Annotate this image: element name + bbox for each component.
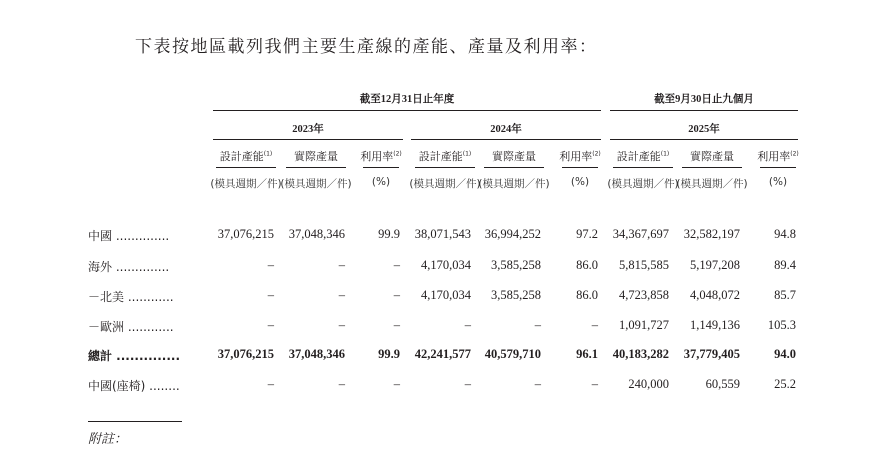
col-header-footnote-ref: (2) — [790, 150, 799, 158]
period-year-header: 截至12月31日止年度 — [359, 94, 455, 105]
table-cell: 40,579,710 — [484, 347, 541, 361]
table-cell: 4,170,034 — [421, 258, 471, 272]
table-cell: 4,170,034 — [421, 288, 471, 302]
col-header-footnote-ref: (1) — [462, 150, 472, 158]
col-unit-actual: (模具週期／件) — [280, 178, 352, 190]
row-label: 中國(座椅) ........ — [88, 379, 180, 393]
col-unit-design: (模具週期／件) — [607, 178, 679, 190]
col-header-underline — [562, 167, 598, 168]
footnote-rule — [88, 421, 182, 422]
year-rule-2025 — [610, 139, 798, 140]
col-unit-design: (模具週期／件) — [210, 178, 282, 190]
table-cell: 1,091,727 — [619, 318, 669, 332]
table-cell: 37,076,215 — [217, 347, 274, 361]
table-cell: 25.2 — [774, 377, 796, 391]
table-cell: 37,076,215 — [217, 227, 274, 241]
table-cell: 60,559 — [705, 377, 740, 391]
col-header-underline — [363, 167, 399, 168]
row-label: 總計 .............. — [88, 349, 180, 363]
col-unit-util: (%) — [570, 176, 590, 188]
col-header-label: 設計產能 — [616, 150, 661, 163]
table-cell: 40,183,282 — [612, 347, 669, 361]
table-cell: 1,149,136 — [690, 318, 740, 332]
table-cell: 99.9 — [378, 227, 400, 241]
col-header-footnote-ref: (1) — [263, 150, 273, 158]
table-cell: – — [393, 258, 400, 272]
table-cell: 37,048,346 — [288, 347, 345, 361]
col-header-util — [733, 148, 823, 164]
col-unit-actual: (模具週期／件) — [478, 178, 550, 190]
col-header-label: 利用率 — [559, 150, 593, 163]
table-cell: – — [534, 377, 541, 391]
footnote-label: 附註： — [88, 432, 128, 447]
intro-text: 下表按地區載列我們主要生產線的產能、產量及利用率： — [135, 37, 598, 57]
year-header-2023: 2023年 — [292, 124, 324, 135]
table-cell: 36,994,252 — [484, 227, 541, 241]
table-cell: 99.9 — [378, 347, 400, 361]
table-cell: 94.0 — [774, 347, 796, 361]
col-header-underline — [613, 167, 673, 168]
table-cell: – — [464, 377, 471, 391]
col-header-underline — [216, 167, 276, 168]
col-header-label: 實際產量 — [492, 150, 536, 163]
table-cell: 89.4 — [774, 258, 796, 272]
table-cell: 42,241,577 — [414, 347, 471, 361]
table-cell: 105.3 — [767, 318, 796, 332]
table-cell: – — [393, 288, 400, 302]
row-label: －歐洲 ............ — [88, 320, 174, 334]
col-header-label: 設計產能 — [418, 150, 463, 163]
table-cell: 4,723,858 — [619, 288, 669, 302]
table-cell: – — [338, 288, 345, 302]
table-cell: 96.1 — [576, 347, 598, 361]
period-year-rule — [213, 110, 601, 111]
table-cell: 85.7 — [774, 288, 796, 302]
table-cell: – — [338, 377, 345, 391]
col-header-footnote-ref: (1) — [660, 150, 670, 158]
table-cell: – — [464, 318, 471, 332]
table-cell: – — [591, 377, 598, 391]
period-nine-rule — [610, 110, 798, 111]
table-cell: – — [393, 377, 400, 391]
col-header-footnote-ref: (2) — [592, 150, 601, 158]
table-cell: 86.0 — [576, 258, 598, 272]
col-unit-actual: (模具週期／件) — [676, 178, 748, 190]
col-header-label: 實際產量 — [690, 150, 734, 163]
year-rule-2023 — [213, 139, 403, 140]
table-cell: – — [267, 377, 274, 391]
col-header-label: 設計產能 — [219, 150, 264, 163]
col-unit-util: (%) — [768, 176, 788, 188]
col-header-label: 利用率 — [360, 150, 394, 163]
table-cell: – — [393, 318, 400, 332]
col-header-underline — [484, 167, 544, 168]
table-cell: 32,582,197 — [683, 227, 740, 241]
table-cell: – — [267, 318, 274, 332]
col-header-underline — [760, 167, 796, 168]
row-label: 中國 .............. — [88, 229, 170, 243]
table-cell: 5,815,585 — [619, 258, 669, 272]
table-cell: 37,779,405 — [683, 347, 740, 361]
table-cell: 240,000 — [628, 377, 669, 391]
year-rule-2024 — [411, 139, 601, 140]
table-cell: – — [591, 318, 598, 332]
col-header-label: 實際產量 — [294, 150, 338, 163]
table-cell: 4,048,072 — [690, 288, 740, 302]
year-header-2025: 2025年 — [688, 124, 720, 135]
table-cell: – — [338, 258, 345, 272]
period-nine-header: 截至9月30日止九個月 — [654, 94, 754, 105]
col-unit-design: (模具週期／件) — [409, 178, 481, 190]
col-header-underline — [286, 167, 346, 168]
table-cell: 34,367,697 — [612, 227, 669, 241]
col-header-underline — [682, 167, 742, 168]
table-cell: 5,197,208 — [690, 258, 740, 272]
table-cell: 38,071,543 — [414, 227, 471, 241]
table-cell: 3,585,258 — [491, 288, 541, 302]
table-cell: 94.8 — [774, 227, 796, 241]
col-header-label: 利用率 — [757, 150, 791, 163]
table-cell: – — [338, 318, 345, 332]
col-header-underline — [415, 167, 475, 168]
year-header-2024: 2024年 — [490, 124, 522, 135]
col-header-footnote-ref: (2) — [393, 150, 402, 158]
table-cell: 86.0 — [576, 288, 598, 302]
col-unit-util: (%) — [371, 176, 391, 188]
row-label: －北美 ............ — [88, 290, 174, 304]
table-cell: 3,585,258 — [491, 258, 541, 272]
table-cell: – — [267, 258, 274, 272]
table-cell: 97.2 — [576, 227, 598, 241]
row-label: 海外 .............. — [88, 260, 170, 274]
table-cell: – — [534, 318, 541, 332]
table-cell: 37,048,346 — [288, 227, 345, 241]
table-cell: – — [267, 288, 274, 302]
